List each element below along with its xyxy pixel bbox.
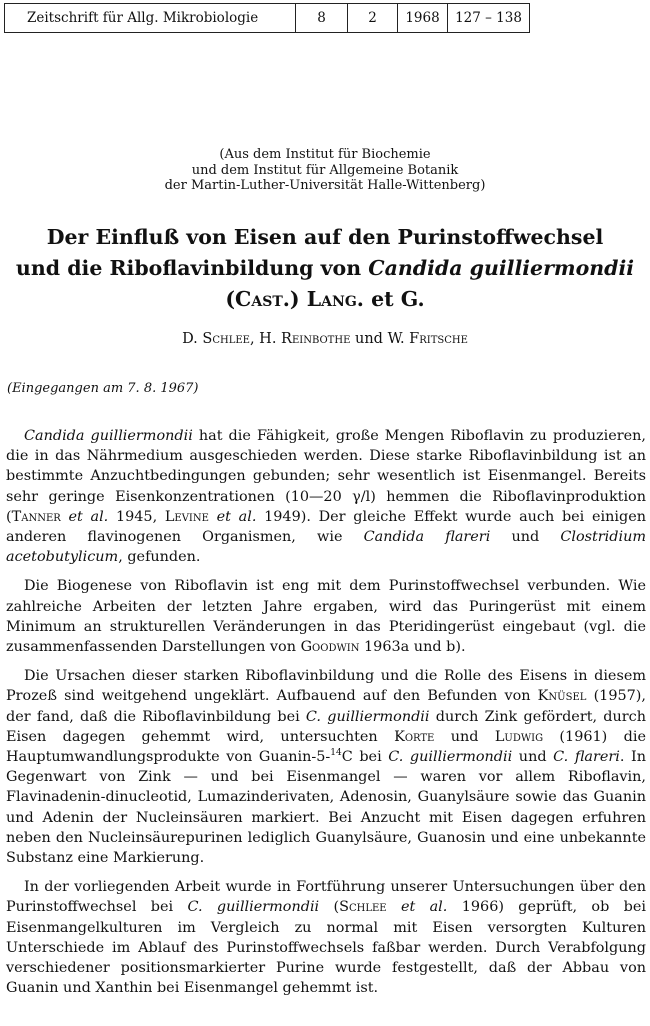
species-name: Clostridium acetobutylicum <box>6 529 646 566</box>
author-name: D. Schlee <box>182 331 250 347</box>
author-separator: , <box>249 331 260 347</box>
author-name: H. Reinbothe <box>259 331 351 347</box>
citation-etal: et al. <box>208 508 257 525</box>
paragraph-text: ( <box>319 899 340 916</box>
paragraph <box>6 576 646 657</box>
species-name: C. guilliermondii <box>305 708 430 725</box>
title-authority: Lang. <box>306 287 364 311</box>
affiliation-line: (Aus dem Institut für Biochemie <box>219 147 431 162</box>
paragraph-text: (1961) die Hauptumwandlungsprodukte von Guanin-5- <box>6 728 646 766</box>
paragraph-text: (1957), der fand, daß die Riboflavinbildung bei <box>6 688 646 725</box>
citation-etal: et al. <box>60 508 109 525</box>
paragraph-text: Die Biogenese von Riboflavin ist eng mit dem Purinstoffwechsel verbunden. Wie zahlreiche Arbeiten der letzten Jahre ergaben, wird das Puringerüst mit einem Minimum an strukturellen Veränderungen in das Pteridingerüst eingebaut (vgl. die zusammenfassenden Darstellungen von <box>6 578 646 656</box>
journal-issue: 2 <box>348 4 398 32</box>
article-body <box>6 426 646 998</box>
citation-author: Schlee <box>339 899 387 916</box>
title-species: Candida guilliermondii <box>368 256 635 280</box>
title-authority: (Cast.) <box>225 287 300 311</box>
journal-year: 1968 <box>398 4 448 32</box>
citation-etal: et al. <box>386 899 448 916</box>
paragraph-text: Die Ursachen dieser starken Riboflavinbildung und die Rolle des Eisens in diesem Prozeß sind weitgehend ungeklärt. Aufbauend auf den Befunden von <box>6 668 646 705</box>
title-text: und die Riboflavinbildung von <box>15 256 369 280</box>
paragraph-text: 1945, <box>108 508 165 525</box>
paragraph-text: 1963a und b). <box>359 639 466 656</box>
paragraph-text: . In Gegenwart von Zink — und bei Eisenmangel — waren vor allem Riboflavin, Flavinadenin-dinucleotid, Lumazinderivaten, Adenosin, Guanylsäure sowie das Guanin und Adenin der Nucleinsäuren markiert. Bei Anzucht mit Eisen dagegen erfuhren neben den Nucleinsäurepurinen lediglich Guanylsäure, Guanosin und eine unbekannte Substanz eine Markierung. <box>6 749 646 867</box>
citation-author: Ludwig <box>494 728 544 745</box>
species-name: Candida flareri <box>363 529 491 546</box>
species-name: C. flareri <box>553 749 620 766</box>
paragraph-text: C bei <box>341 749 389 766</box>
article-title <box>0 222 650 315</box>
author-list <box>0 331 650 347</box>
species-name: C. guilliermondii <box>388 749 513 766</box>
affiliation-line: und dem Institut für Allgemeine Botanik <box>191 162 459 178</box>
journal-header-box <box>4 3 530 33</box>
paragraph-text: hat die Fähigkeit, große Mengen Riboflavin zu produzieren, die in das Nährmedium ausgeschieden werden. Diese starke Riboflavinbildung ist an bestimmte Anzuchtbedingungen gebunden; sehr wesentlich ist Eisenmangel. Bereits sehr geringe Eisenkonzentrationen (10—20 γ/l) hemmen die Riboflavinproduktion ( <box>6 428 646 525</box>
citation-author: Tanner <box>11 508 61 525</box>
paragraph-text: 1949). Der gleiche Effekt wurde auch bei einigen anderen flavinogenen Organismen, wie <box>6 508 646 546</box>
species-name: Candida guilliermondii <box>24 428 193 444</box>
affiliation-line: der Martin-Luther-Universität Halle-Wittenberg) <box>164 178 486 193</box>
paragraph <box>6 666 646 868</box>
title-line <box>0 253 650 284</box>
citation-author: Knüsel <box>537 688 587 705</box>
paragraph-text: und <box>434 728 495 745</box>
isotope-superscript: 14 <box>330 748 342 759</box>
author-separator: und <box>350 331 388 347</box>
journal-pages: 127 – 138 <box>455 10 522 26</box>
journal-title: Zeitschrift für Allg. Mikrobiologie <box>5 4 296 32</box>
title-line <box>0 284 650 315</box>
journal-volume: 8 <box>296 4 348 32</box>
title-line: Der Einfluß von Eisen auf den Purinstoffwechsel <box>46 225 604 249</box>
title-authority: et G. <box>371 287 425 311</box>
paragraph-text: , gefunden. <box>118 549 201 566</box>
citation-author: Goodwin <box>300 639 360 656</box>
paragraph-text: In der vorliegenden Arbeit wurde in Fortführung unserer Untersuchungen über den Purinstoffwechsel bei <box>6 879 646 916</box>
affiliation <box>0 147 650 194</box>
received-date: (Eingegangen am 7. 8. 1967) <box>7 381 199 396</box>
paragraph <box>6 877 646 998</box>
paragraph-text: und <box>490 529 561 546</box>
species-name: C. guilliermondii <box>187 899 320 916</box>
paragraph-text: 1966) geprüft, ob bei Eisenmangelkulturen im Vergleich zu normal mit Eisen versorgten Kulturen Unterschiede im Ablauf des Purinstoffwechsels faßbar werden. Durch Verabfolgung verschiedener positionsmarkierter Purine wurde festgestellt, daß der Abbau von Guanin und Xanthin bei Eisenmangel gehemmt ist. <box>6 899 646 997</box>
paragraph-text: durch Zink gefördert, durch Eisen dagegen gehemmt wird, untersuchten <box>6 708 646 745</box>
paragraph <box>6 426 646 567</box>
citation-author: Levine <box>164 508 209 525</box>
author-name: W. Fritsche <box>387 331 468 347</box>
paragraph-text: und <box>512 749 554 766</box>
citation-author: Korte <box>394 728 435 745</box>
